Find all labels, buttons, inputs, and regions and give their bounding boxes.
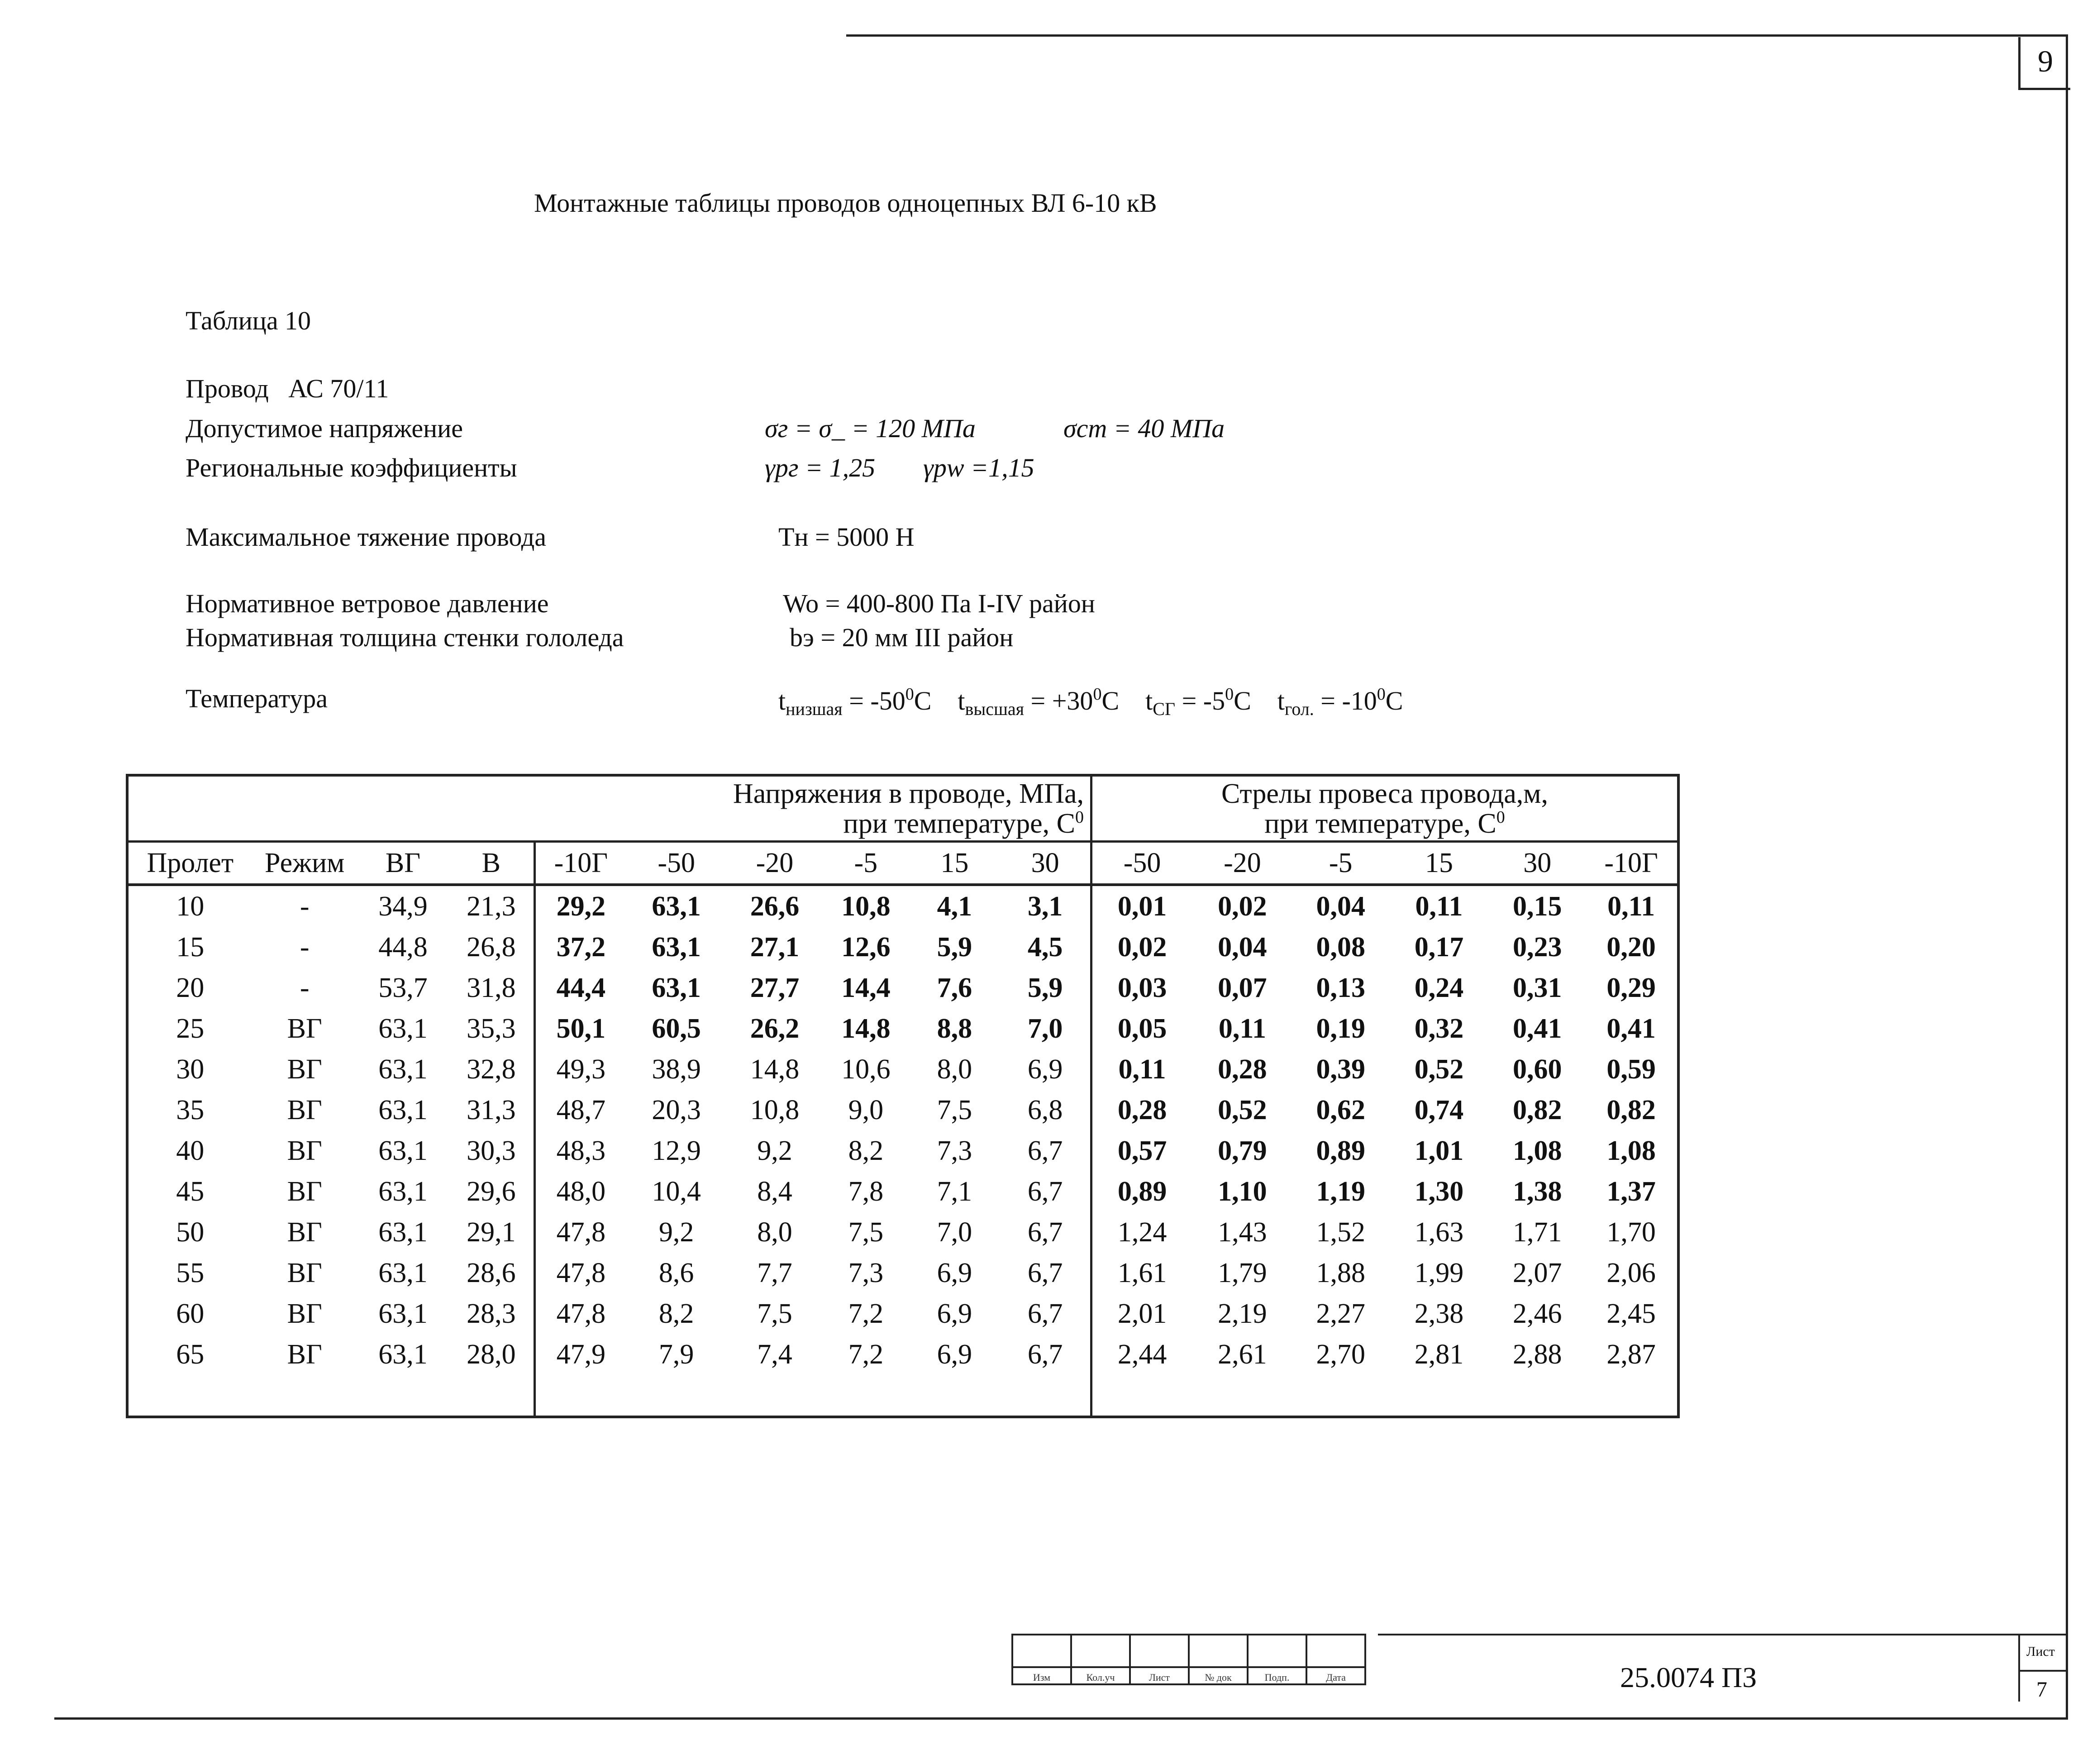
table-cell: 0,82 — [1606, 1094, 1656, 1125]
table-cell: 7,2 — [848, 1298, 884, 1329]
sag-group-header: Стрелы провеса провода,м, при температуре, $С^0$ — [1091, 775, 1678, 842]
table-cell: 28,0 — [467, 1339, 516, 1370]
table-cell: 6,7 — [1027, 1176, 1063, 1207]
table-cell: 0,31 — [1513, 972, 1562, 1003]
table-cell: 29,1 — [467, 1216, 516, 1248]
table-cell: 0,04 — [1316, 891, 1365, 922]
table-cell: 27,1 — [750, 931, 800, 963]
table-cell: 21,3 — [467, 891, 516, 922]
table-cell: 7,8 — [848, 1176, 884, 1207]
table-cell: 0,02 — [1091, 927, 1192, 968]
table-row — [127, 1008, 1678, 1049]
table-cell: 27,7 — [750, 972, 800, 1003]
table-cell: 6,7 — [1027, 1298, 1063, 1329]
table-cell: 7,3 — [937, 1135, 972, 1166]
table-cell: 6,7 — [1027, 1216, 1063, 1248]
table-cell: ВГ — [287, 1094, 322, 1125]
table-body — [127, 885, 1678, 1417]
table-cell: 0,02 — [1218, 891, 1267, 922]
column-header: Пролет — [127, 842, 252, 885]
table-cell: 8,6 — [658, 1257, 694, 1288]
table-row — [127, 968, 1678, 1008]
table-cell: 60 — [176, 1298, 205, 1329]
t-high-value: = +30 — [1024, 686, 1093, 715]
table-cell: 25 — [176, 1013, 205, 1044]
column-header: -20 — [1192, 842, 1293, 885]
table-cell: 47,8 — [535, 1253, 626, 1293]
table-row — [127, 1253, 1678, 1293]
table-cell: 7,5 — [937, 1094, 972, 1125]
table-cell: 0,89 — [1316, 1135, 1365, 1166]
table-cell: 0,52 — [1414, 1054, 1464, 1085]
table-cell: 8,0 — [937, 1054, 972, 1085]
column-header-row — [127, 842, 1678, 885]
title-block-cell: Лист — [1130, 1667, 1189, 1684]
table-cell: 0,41 — [1513, 1013, 1562, 1044]
table-cell: 0,82 — [1513, 1094, 1562, 1125]
table-cell: ВГ — [287, 1298, 322, 1329]
document-code: 25.0074 ПЗ — [1620, 1661, 1757, 1693]
table-cell: 7,4 — [757, 1339, 792, 1370]
table-cell: 47,9 — [535, 1334, 626, 1375]
table-cell: 44,8 — [378, 931, 428, 963]
table-row — [127, 927, 1678, 968]
column-header: 30 — [1489, 842, 1585, 885]
table-cell: 7,3 — [848, 1257, 884, 1288]
column-header: -5 — [823, 842, 909, 885]
table-cell: 0,32 — [1414, 1013, 1464, 1044]
table-label: Таблица 10 — [186, 306, 311, 335]
table-row — [127, 1171, 1678, 1212]
table-cell: 48,3 — [535, 1130, 626, 1171]
table-cell: 50,1 — [535, 1008, 626, 1049]
table-row — [127, 1049, 1678, 1090]
table-cell: 55 — [176, 1257, 205, 1288]
table-cell: 28,6 — [467, 1257, 516, 1288]
table-cell: 37,2 — [535, 927, 626, 968]
table-row — [127, 885, 1678, 927]
table-cell: 30 — [176, 1054, 205, 1085]
table-cell: 0,28 — [1091, 1090, 1192, 1130]
table-cell: 7,7 — [757, 1257, 792, 1288]
title-block-cell: Кол.уч — [1071, 1667, 1130, 1684]
table-cell: 10,8 — [750, 1094, 800, 1125]
wire-row — [186, 376, 389, 402]
table-cell: 1,61 — [1091, 1253, 1192, 1293]
ice-value: bэ = 20 мм III район — [790, 623, 1014, 652]
sheet-value: 7 — [2036, 1678, 2047, 1702]
wire-label: Провод — [186, 374, 269, 403]
table-row — [127, 1090, 1678, 1130]
table-cell: 0,05 — [1091, 1008, 1192, 1049]
table-cell: 6,9 — [937, 1257, 972, 1288]
table-cell: 6,9 — [937, 1339, 972, 1370]
table-cell: 0,59 — [1606, 1054, 1656, 1085]
sheet-box-left — [2018, 1634, 2020, 1702]
table-cell: 34,9 — [378, 891, 428, 922]
table-cell: ВГ — [287, 1176, 322, 1207]
t-ice-name: гол. — [1284, 699, 1314, 719]
ice-label: Нормативная толщина стенки гололеда — [186, 623, 624, 652]
table-cell: 8,8 — [937, 1013, 972, 1044]
table-cell: 0,74 — [1414, 1094, 1464, 1125]
right-border-line — [2066, 34, 2068, 1718]
table-cell: 44,4 — [535, 968, 626, 1008]
mounting-table — [126, 774, 1680, 1418]
table-cell: 9,2 — [757, 1135, 792, 1166]
table-cell: ВГ — [287, 1135, 322, 1166]
table-cell: 0,11 — [1091, 1049, 1192, 1090]
table-cell: 65 — [176, 1339, 205, 1370]
table-cell: 6,9 — [1027, 1054, 1063, 1085]
table-cell: 0,13 — [1316, 972, 1365, 1003]
table-cell: 26,6 — [750, 891, 800, 922]
table-cell: 32,8 — [467, 1054, 516, 1085]
table-cell: 0,20 — [1606, 931, 1656, 963]
table-cell: 8,0 — [757, 1216, 792, 1248]
table-cell: 63,1 — [378, 1013, 428, 1044]
table-cell: 7,2 — [848, 1339, 884, 1370]
wind-value: Wo = 400-800 Па I-IV район — [783, 589, 1095, 618]
table-cell: 20 — [176, 972, 205, 1003]
column-header: -20 — [727, 842, 823, 885]
table-cell: 1,52 — [1316, 1216, 1365, 1248]
table-cell: 7,0 — [1027, 1013, 1063, 1044]
column-header: 30 — [1000, 842, 1091, 885]
sheet-number-box — [2018, 37, 2070, 90]
tension-value: Тн = 5000 Н — [778, 522, 915, 552]
table-cell: 8,4 — [757, 1176, 792, 1207]
table-cell: 0,17 — [1414, 931, 1464, 963]
t-st-value: = -5 — [1175, 686, 1225, 715]
column-header: 15 — [1389, 842, 1490, 885]
t-low-value: = -50 — [842, 686, 906, 715]
table-cell: 5,9 — [1027, 972, 1063, 1003]
table-cell: 29,2 — [535, 885, 626, 927]
table-cell: 2,01 — [1091, 1293, 1192, 1334]
table-cell: 0,60 — [1513, 1054, 1562, 1085]
column-header: ВГ — [357, 842, 448, 885]
t-low-name: низшая — [786, 699, 843, 719]
table-cell: 15 — [176, 931, 205, 963]
stress-label: Допустимое напряжение — [186, 414, 463, 443]
coef-label: Региональные коэффициенты — [186, 453, 517, 482]
table-cell: 47,8 — [535, 1293, 626, 1334]
page-title: Монтажные таблицы проводов одноцепных ВЛ 6-10 кВ — [534, 188, 1157, 218]
table-cell: 0,15 — [1513, 891, 1562, 922]
table-cell: 48,7 — [535, 1090, 626, 1130]
table-cell: 7,5 — [848, 1216, 884, 1248]
table-cell: 1,43 — [1218, 1216, 1267, 1248]
t-st-name: СГ — [1153, 699, 1176, 719]
table-cell: 63,1 — [378, 1216, 428, 1248]
table-cell: 31,3 — [467, 1094, 516, 1125]
column-header: -50 — [1091, 842, 1192, 885]
table-cell: 10,8 — [841, 891, 891, 922]
table-cell: 63,1 — [652, 972, 701, 1003]
table-cell: 7,9 — [658, 1339, 694, 1370]
table-cell: 0,41 — [1606, 1013, 1656, 1044]
table-cell: 2,38 — [1414, 1298, 1464, 1329]
table-cell: 2,46 — [1513, 1298, 1562, 1329]
table-cell: 14,4 — [841, 972, 891, 1003]
table-cell: 48,0 — [535, 1171, 626, 1212]
stress-value-1: σг = σ_ = 120 МПа — [765, 414, 976, 443]
table-cell: 1,63 — [1414, 1216, 1464, 1248]
title-block-cell: Дата — [1306, 1667, 1365, 1684]
table-cell: 2,07 — [1513, 1257, 1562, 1288]
table-cell: 20,3 — [652, 1094, 701, 1125]
column-header: -50 — [626, 842, 727, 885]
table-cell: 53,7 — [378, 972, 428, 1003]
table-cell: 49,3 — [535, 1049, 626, 1090]
table-cell: 63,1 — [378, 1054, 428, 1085]
table-cell: 7,5 — [757, 1298, 792, 1329]
coef-value-2: γpw =1,15 — [923, 453, 1034, 482]
table-cell: 4,1 — [937, 891, 972, 922]
table-cell: 1,38 — [1513, 1176, 1562, 1207]
title-block-grid — [1011, 1634, 1366, 1685]
table-cell: 2,45 — [1606, 1298, 1656, 1329]
table-cell: 0,57 — [1091, 1130, 1192, 1171]
title-block-cell: Изм — [1012, 1667, 1071, 1684]
table-cell: 14,8 — [750, 1054, 800, 1085]
table-row — [127, 1334, 1678, 1375]
table-cell: 12,9 — [652, 1135, 701, 1166]
column-header: -5 — [1293, 842, 1389, 885]
table-cell: 0,03 — [1091, 968, 1192, 1008]
table-cell: 29,6 — [467, 1176, 516, 1207]
table-cell: 28,3 — [467, 1298, 516, 1329]
table-cell: 31,8 — [467, 972, 516, 1003]
table-cell: 12,6 — [841, 931, 891, 963]
table-cell: 1,08 — [1513, 1135, 1562, 1166]
table-cell: 8,2 — [848, 1135, 884, 1166]
coef-value-1: γрг = 1,25 — [765, 453, 876, 482]
table-cell: 0,23 — [1513, 931, 1562, 963]
table-cell: 2,87 — [1606, 1339, 1656, 1370]
table-cell: 7,6 — [937, 972, 972, 1003]
table-cell: 1,08 — [1606, 1135, 1656, 1166]
table-cell: 0,07 — [1218, 972, 1267, 1003]
table-cell: 8,2 — [658, 1298, 694, 1329]
tension-label: Максимальное тяжение провода — [186, 522, 547, 552]
table-cell: 6,7 — [1027, 1257, 1063, 1288]
table-cell: 63,1 — [378, 1298, 428, 1329]
title-block-cell: Подп. — [1248, 1667, 1306, 1684]
table-cell: 0,19 — [1316, 1013, 1365, 1044]
title-block-cell: № док — [1189, 1667, 1248, 1684]
table-cell: 9,0 — [848, 1094, 884, 1125]
stress-group-header: Напряжения в проводе, МПа, при температуре, $С^0$ — [127, 775, 1091, 842]
column-header: -10Г — [1585, 842, 1678, 885]
table-cell: 35 — [176, 1094, 205, 1125]
table-cell: 10 — [176, 891, 205, 922]
table-cell: 30,3 — [467, 1135, 516, 1166]
table-cell: 1,24 — [1091, 1212, 1192, 1253]
table-cell: 2,19 — [1218, 1298, 1267, 1329]
table-cell: 1,30 — [1414, 1176, 1464, 1207]
top-border-line — [846, 34, 2068, 37]
table-cell: 6,8 — [1027, 1094, 1063, 1125]
table-cell: 60,5 — [652, 1013, 701, 1044]
table-cell: 9,2 — [658, 1216, 694, 1248]
table-cell: 2,81 — [1414, 1339, 1464, 1370]
temp-label: Температура — [186, 684, 328, 713]
table-cell: 2,88 — [1513, 1339, 1562, 1370]
table-cell: 0,01 — [1091, 885, 1192, 927]
t-high-name: высшая — [965, 699, 1025, 719]
table-cell: 1,71 — [1513, 1216, 1562, 1248]
table-cell: 0,04 — [1218, 931, 1267, 963]
group-header-row — [127, 775, 1678, 842]
table-cell: 0,11 — [1415, 891, 1463, 922]
table-cell: 63,1 — [652, 891, 701, 922]
table-cell: 26,8 — [467, 931, 516, 963]
table-cell: 14,8 — [841, 1013, 891, 1044]
table-cell: 2,61 — [1218, 1339, 1267, 1370]
table-cell: 0,29 — [1606, 972, 1656, 1003]
table-cell: - — [300, 972, 310, 1003]
table-cell: ВГ — [287, 1013, 322, 1044]
table-cell: 2,27 — [1316, 1298, 1365, 1329]
table-cell: 63,1 — [652, 931, 701, 963]
table-cell: 0,24 — [1414, 972, 1464, 1003]
table-cell: 1,88 — [1316, 1257, 1365, 1288]
column-header: -10Г — [535, 842, 626, 885]
table-cell: 0,11 — [1607, 891, 1655, 922]
table-cell: 50 — [176, 1216, 205, 1248]
table-cell: ВГ — [287, 1054, 322, 1085]
table-cell: 26,2 — [750, 1013, 800, 1044]
table-cell: 0,62 — [1316, 1094, 1365, 1125]
table-cell: 1,99 — [1414, 1257, 1464, 1288]
table-cell: 63,1 — [378, 1135, 428, 1166]
table-cell: 45 — [176, 1176, 205, 1207]
table-cell: 5,9 — [937, 931, 972, 963]
table-row — [127, 1130, 1678, 1171]
column-header: Режим — [252, 842, 357, 885]
table-cell: 6,7 — [1027, 1339, 1063, 1370]
table-cell: 47,8 — [535, 1212, 626, 1253]
t-ice-value: = -10 — [1314, 686, 1377, 715]
stress-value-2: σст = 40 МПа — [1063, 414, 1225, 443]
table-cell: 63,1 — [378, 1257, 428, 1288]
table-cell: 7,0 — [937, 1216, 972, 1248]
table-cell: 2,06 — [1606, 1257, 1656, 1288]
table-cell: 0,11 — [1218, 1013, 1266, 1044]
column-header: 15 — [909, 842, 1000, 885]
table-cell: 1,70 — [1606, 1216, 1656, 1248]
table-cell: 1,10 — [1218, 1176, 1267, 1207]
table-cell: 0,89 — [1091, 1171, 1192, 1212]
title-block-labels — [1012, 1667, 1365, 1684]
sheet-box-divider — [2018, 1670, 2068, 1672]
table-cell: 40 — [176, 1135, 205, 1166]
table-cell: 2,44 — [1091, 1334, 1192, 1375]
table-cell: 63,1 — [378, 1339, 428, 1370]
table-cell: 0,52 — [1218, 1094, 1267, 1125]
table-cell: 1,19 — [1316, 1176, 1365, 1207]
table-cell: 0,08 — [1316, 931, 1365, 963]
table-cell: 6,9 — [937, 1298, 972, 1329]
table-cell: 10,6 — [841, 1054, 891, 1085]
bottom-border-line — [54, 1717, 2068, 1720]
sheet-number: 9 — [2038, 44, 2053, 78]
table-cell: 35,3 — [467, 1013, 516, 1044]
table-cell: 4,5 — [1027, 931, 1063, 963]
table-cell: - — [300, 931, 310, 963]
table-cell: 3,1 — [1027, 891, 1063, 922]
table-cell: 2,70 — [1316, 1339, 1365, 1370]
table-cell: 63,1 — [378, 1094, 428, 1125]
table-cell: 38,9 — [652, 1054, 701, 1085]
table-cell: 1,79 — [1218, 1257, 1267, 1288]
wind-label: Нормативное ветровое давление — [186, 589, 549, 618]
table-cell: 0,79 — [1218, 1135, 1267, 1166]
column-header: В — [448, 842, 535, 885]
table-cell: - — [300, 891, 310, 922]
table-cell: 63,1 — [378, 1176, 428, 1207]
sheet-label: Лист — [2026, 1644, 2055, 1659]
table-cell: 1,37 — [1606, 1176, 1656, 1207]
table-row — [127, 1212, 1678, 1253]
table-cell: 0,39 — [1316, 1054, 1365, 1085]
table-row — [127, 1293, 1678, 1334]
table-cell: 7,1 — [937, 1176, 972, 1207]
table-cell: 1,01 — [1414, 1135, 1464, 1166]
table-cell: ВГ — [287, 1216, 322, 1248]
table-cell: 10,4 — [652, 1176, 701, 1207]
table-cell: ВГ — [287, 1257, 322, 1288]
table-cell: ВГ — [287, 1339, 322, 1370]
wire-value: АС 70/11 — [288, 374, 389, 403]
temp-values: $t_{низшая} = -50^0C$ $t_{высшая} = +30^0C$ $t_{СГ} = -5^0C$ $t_{гол.} = -10^0C$ — [778, 685, 1403, 719]
title-block-top-line — [1378, 1634, 2066, 1635]
table-padding-row — [127, 1375, 1678, 1417]
table-cell: 0,28 — [1218, 1054, 1267, 1085]
table-cell: 6,7 — [1027, 1135, 1063, 1166]
